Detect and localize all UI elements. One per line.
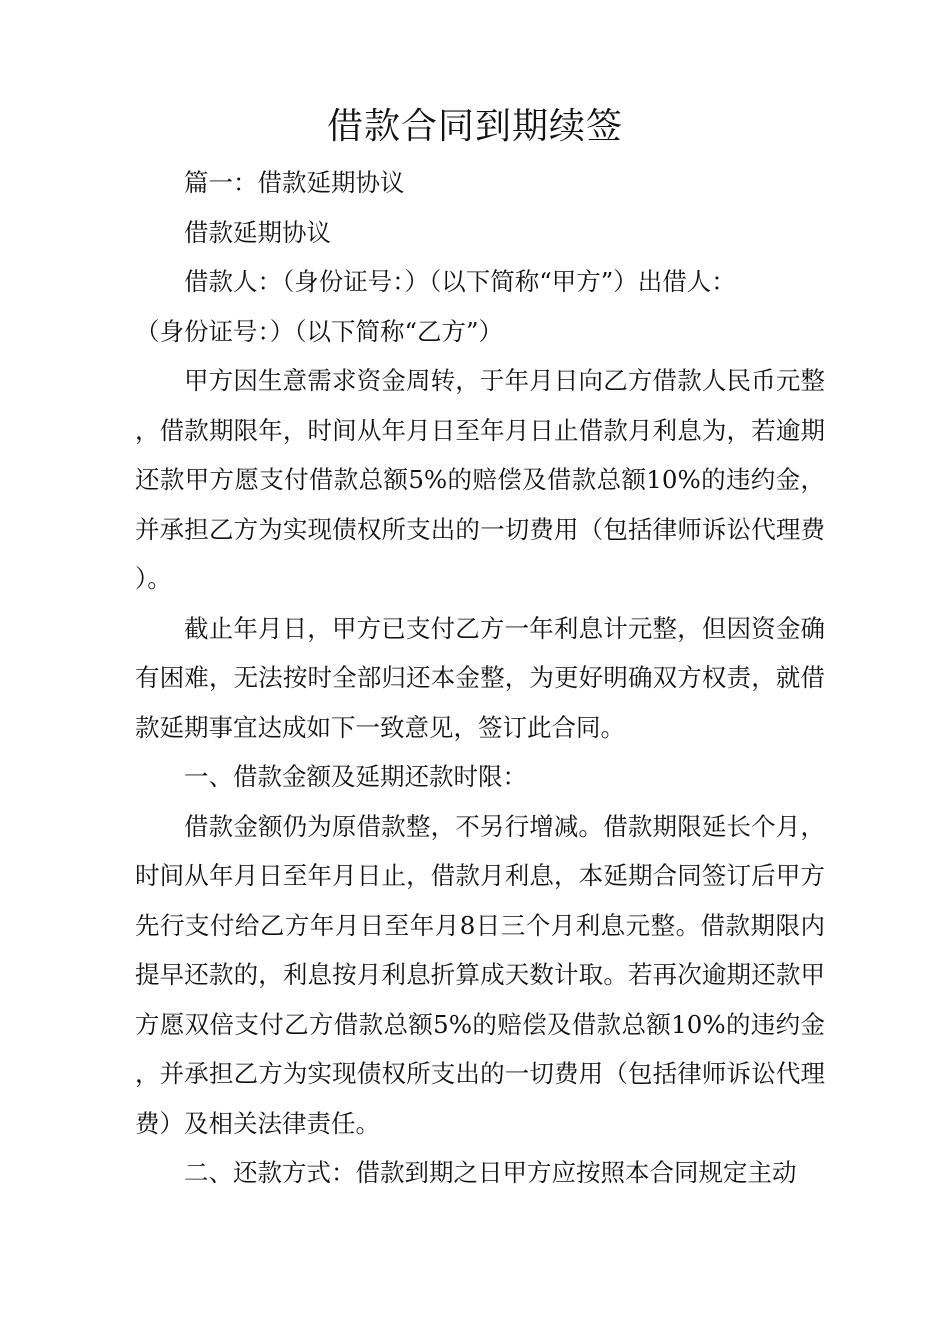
clause-one-paragraph: 借款金额仍为原借款整，不另行增减。借款期限延长个月，时间从年月日至年月日止，借款月利息，本延期合同签订后甲方先行支付给乙方年月日至年月8日三个月利息元整。借款期限内提早还款的，利息按月利息折算成天数计取。若再次逾期还款甲方愿双倍支付乙方借款总额5%的赔偿及借款总额10%的违约金，并承担乙方为实现债权所支出的一切费用（包括律师诉讼代理费）及相关法律责任。 <box>135 811 825 1138</box>
document-body <box>135 158 825 1198</box>
document-title: 借款合同到期续签 <box>326 106 623 147</box>
clause-two-paragraph: 二、还款方式：借款到期之日甲方应按照本合同规定主动 <box>184 1158 797 1187</box>
loan-background-paragraph: 甲方因生意需求资金周转，于年月日向乙方借款人民币元整，借款期限年，时间从年月日至年月日止借款月利息为，若逾期还款甲方愿支付借款总额5%的赔偿及借款总额10%的违约金，并承担乙方为实现债权所支出的一切费用（包括律师诉讼代理费）。 <box>135 366 825 593</box>
parties-line-continued: （身份证号：）（以下简称“乙方”） <box>135 316 504 346</box>
interest-status-paragraph: 截止年月日，甲方已支付乙方一年利息计元整，但因资金确有困难，无法按时全部归还本金整，为更好明确双方权责，就借款延期事宜达成如下一致意见，签订此合同。 <box>135 613 825 742</box>
clause-one-heading: 一、借款金额及延期还款时限： <box>184 762 527 791</box>
agreement-heading: 借款延期协议 <box>184 217 331 247</box>
section-heading: 篇一：借款延期协议 <box>184 168 405 197</box>
parties-line: 借款人：（身份证号：）（以下简称“甲方”）出借人： <box>184 267 736 296</box>
